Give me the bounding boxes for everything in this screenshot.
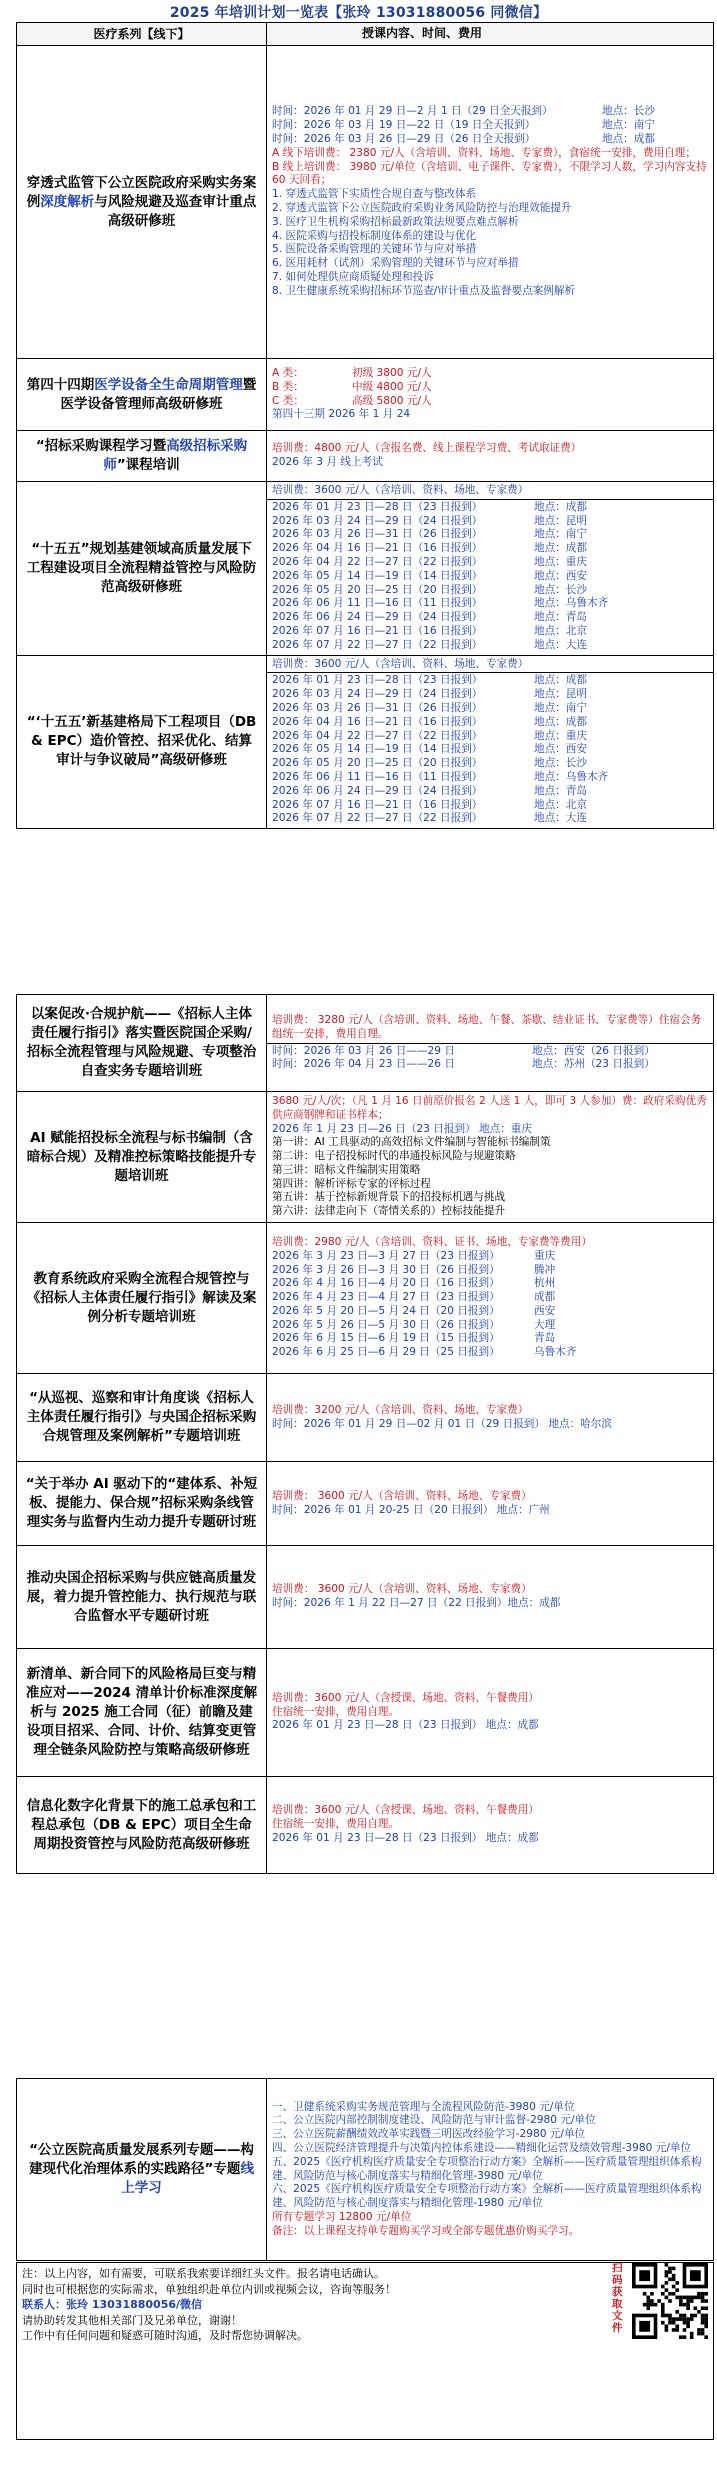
course-title: “招标采购课程学习暨高级招标采购师”课程培训	[17, 431, 267, 482]
schedule-line: 2026 年 6 月 25 日—6 月 29 日（25 日报到） 乌鲁木齐	[272, 1346, 577, 1359]
course-details	[267, 46, 714, 359]
course-details: 培训费： 3600 元/人（含培训、资料、场地、专家费） 时间：2026 年 01 月 20-25 日（20 日报到） 地点：广州	[267, 1462, 714, 1546]
page-title: 2025 年培训计划一览表【张玲 13031880056 同微信】	[169, 5, 548, 21]
schedule-line: 2026 年 04 月 22 日—27 日（22 日报到） 地点：重庆	[272, 729, 587, 742]
course-row	[17, 1092, 714, 1223]
footer-note	[16, 2262, 714, 2440]
schedule-line: 2026 年 3 月 26 日—3 月 30 日（26 日报到） 腾冲	[272, 1263, 556, 1276]
schedule-line: 2026 年 04 月 22 日—27 日（22 日报到） 地点：重庆	[272, 555, 587, 568]
detail-line: B 线上培训费： 3980 元/单位（含培训、电子课件、专家费），不限学习人数，学习内容支持 60 天回看；	[272, 160, 707, 187]
schedule-line: 2026 年 06 月 24 日—29 日（24 日报到） 地点：青岛	[272, 611, 587, 624]
qr-code-icon[interactable]	[632, 2262, 708, 2340]
course-row	[17, 482, 714, 656]
course-title: 以案促改·合规护航——《招标人主体责任履行指引》落实暨医院国企采购/招标全流程管理与风险规避、专项整治自查实务专题培训班	[17, 995, 267, 1092]
detail-line: 二、公立医院内部控制制度建设、风险防范与审计监督-2980 元/单位	[272, 2114, 596, 2127]
course-row	[17, 431, 714, 482]
schedule-line: 2026 年 03 月 24 日—29 日（24 日报到） 地点：昆明	[272, 688, 587, 701]
schedule-line: 2026 年 05 月 14 日—19 日（14 日报到） 地点：西安	[272, 569, 587, 582]
course-title: AI 赋能招投标全流程与标书编制（含暗标合规）及精准控标策略技能提升专题培训班	[17, 1092, 267, 1223]
course-row	[17, 46, 714, 359]
course-details: A 类： 初级 3800 元/人 B 类： 中级 4800 元/人 C 类： 高级 5800 元/人 第四十三期 2026 年 1 月 24	[267, 359, 714, 431]
schedule-line: 2026 年 03 月 26 日—31 日（26 日报到） 地点：南宁	[272, 528, 587, 541]
detail-line: A 线下培训费： 2380 元/人（含培训、资料、场地、专家费），食宿统一安排，费用自理；	[272, 146, 696, 159]
schedule-line: 2026 年 01 月 23 日—28 日（23 日报到） 地点：成都	[272, 674, 587, 687]
course-title: 第四十四期医学设备全生命周期管理暨医学设备管理师高级研修班	[17, 359, 267, 431]
schedule-line: 2026 年 5 月 20 日—5 月 24 日（20 日报到） 西安	[272, 1304, 556, 1317]
detail-line: 3680 元/人/次；（凡 1 月 16 日前原价报名 2 人送 1 人，即可 3 人参加）费：政府采购优秀供应商钢牌和证书样本；	[272, 1094, 707, 1121]
detail-line: 2026 年 1 月 23 日—26 日（23 日报到） 地点：重庆	[272, 1122, 532, 1135]
detail-line: 3. 医疗卫生机构采购招标最新政策法规要点难点解析	[272, 215, 519, 228]
schedule-line: 2026 年 6 月 15 日—6 月 19 日（15 日报到） 青岛	[272, 1332, 556, 1345]
course-details	[267, 1223, 714, 1374]
course-title: 新清单、新合同下的风险格局巨变与精准应对——2024 清单计价标准深度解析与 2025 施工合同（征）前瞻及建设项目招采、合同、计价、结算变更管理全链条风险防控与策略高级研修班	[17, 1649, 267, 1777]
detail-line: 三、公立医院薪酬绩效改革实践暨三明医改经验学习-2980 元/单位	[272, 2128, 586, 2141]
course-row	[17, 1462, 714, 1546]
course-row	[17, 1546, 714, 1649]
footer-contact: 联系人：张玲 13031880056/微信	[22, 2298, 203, 2312]
course-details: 培训费： 3600 元/人（含培训、资料、场地、专家费） 时间：2026 年 1 月 22 日—27 日（22 日报到）地点：成都	[267, 1546, 714, 1649]
course-row	[17, 995, 714, 1092]
detail-line: 第四讲：解析评标专家的评标过程	[272, 1177, 431, 1190]
course-details	[267, 482, 714, 656]
detail-line: 培训费：2980 元/人（含培训、资料、证书、场地、专家费等费用）	[272, 1235, 592, 1248]
course-row	[17, 1777, 714, 1874]
detail-line: 7. 如何处理供应商质疑处理和投诉	[272, 270, 434, 283]
schedule-line: 2026 年 07 月 16 日—21 日（16 日报到） 地点：北京	[272, 624, 587, 637]
course-title: “公立医院高质量发展系列专题——构建现代化治理体系的实践路径”专题线上学习	[17, 2079, 267, 2261]
detail-line: 所有专题学习 12800 元/单位	[272, 2210, 412, 2223]
course-title: 信息化数字化背景下的施工总承包和工程总承包（DB & EPC）项目全生命周期投资管控与风险防范高级研修班	[17, 1777, 267, 1874]
course-row	[17, 359, 714, 431]
course-title: “‘十五五’新基建格局下工程项目（DB & EPC）造价管控、招采优化、结算审计与争议破局”高级研修班	[17, 655, 267, 829]
course-row	[17, 2079, 714, 2261]
detail-line: 5. 医院设备采购管理的关键环节与应对举措	[272, 243, 477, 256]
footer-note-1: 注：以上内容，如有需要，可联系我索要详细红头文件。报名请电话确认。	[22, 2267, 385, 2280]
schedule-line: 2026 年 4 月 16 日—4 月 20 日（16 日报到） 杭州	[272, 1277, 556, 1290]
detail-line: 第一讲：AI 工具驱动的高效招标文件编制与智能标书编制策	[272, 1136, 551, 1149]
schedule-line: 2026 年 05 月 20 日—25 日（20 日报到） 地点：长沙	[272, 757, 587, 770]
detail-line: 1. 穿透式监管下实质性合规自查与整改体系	[272, 188, 477, 201]
detail-line: 6. 医用耗材（试剂）采购管理的关键环节与应对举措	[272, 257, 519, 270]
course-row	[17, 1374, 714, 1462]
footer-tips: 工作中有任何问题和疑惑可随时沟通，及时帮您协调解决。	[22, 2329, 308, 2343]
schedule-line: 2026 年 3 月 23 日—3 月 27 日（23 日报到） 重庆	[272, 1249, 556, 1262]
schedule-line: 时间：2026 年 03 月 26 日—29 日（26 日全天报到） 地点：成都	[272, 133, 655, 146]
schedule-line: 时间：2026 年 01 月 29 日—2 月 1 日（29 日全天报到） 地点：长沙	[272, 105, 655, 118]
detail-line: 第六讲：法律走向下（寄情关系的）控标技能提升	[272, 1205, 506, 1218]
qr-caption: 扫码获取文件	[612, 2262, 623, 2334]
course-row	[17, 1223, 714, 1374]
detail-line: 第二讲：电子招投标时代的串通投标风险与规避策略	[272, 1150, 516, 1163]
detail-line: 培训费：3600 元/人（含培训、资料、场地、专家费）	[272, 657, 529, 670]
course-row	[17, 1649, 714, 1777]
course-details: 培训费：4800 元/人（含报名费、线上课程学习费、考试取证费） 2026 年 3 月 线上考试	[267, 431, 714, 482]
schedule-line: 2026 年 04 月 16 日—21 日（16 日报到） 地点：成都	[272, 542, 587, 555]
detail-line: 第五讲：基于控标新规背景下的招投标机遇与挑战	[272, 1191, 506, 1204]
schedule-line: 2026 年 07 月 22 日—27 日（22 日报到） 地点：大连	[272, 812, 587, 825]
course-details	[267, 1092, 714, 1223]
schedule-line: 2026 年 5 月 26 日—5 月 30 日（26 日报到） 大理	[272, 1318, 556, 1331]
course-title: “从巡视、巡察和审计角度谈《招标人主体责任履行指引》与央国企招标采购合规管理及案例解析”专题培训班	[17, 1374, 267, 1462]
detail-line: 一、卫健系统采购实务规范管理与全流程风险防范-3980 元/单位	[272, 2100, 575, 2113]
course-title: 穿透式监管下公立医院政府采购实务案例深度解析与风险规避及巡查审计重点高级研修班	[17, 46, 267, 359]
course-row	[17, 655, 714, 829]
course-title: 教育系统政府采购全流程合规管控与《招标人主体责任履行指引》解读及案例分析专题培训班	[17, 1223, 267, 1374]
training-table-3	[16, 2078, 714, 2261]
detail-line: 六、2025《医疗机构医疗质量安全专项整治行动方案》全解析——医疗质量管理组织体系构建、风险防范与核心制度落实与精细化管理-1980 元/单位	[272, 2183, 702, 2210]
schedule-line: 2026 年 06 月 11 日—16 日（11 日报到） 地点：乌鲁木齐	[272, 770, 609, 783]
course-title: “十五五”规划基建领域高质量发展下工程建设项目全流程精益管控与风险防范高级研修班	[17, 482, 267, 656]
schedule-line: 2026 年 05 月 14 日—19 日（14 日报到） 地点：西安	[272, 743, 587, 756]
detail-line: 培训费：3600 元/人（含培训、资料、场地、专家费）	[272, 484, 529, 496]
schedule-line: 2026 年 04 月 16 日—21 日（16 日报到） 地点：成都	[272, 715, 587, 728]
schedule-line: 2026 年 06 月 11 日—16 日（11 日报到） 地点：乌鲁木齐	[272, 597, 609, 610]
schedule-line: 2026 年 06 月 24 日—29 日（24 日报到） 地点：青岛	[272, 784, 587, 797]
course-details	[267, 655, 714, 829]
course-details: 培训费： 3280 元/人（含培训、资料、场地、午餐、茶歇、结业证书、专家费等）住宿会务组统一安排，费用自理。 时间：2026 年 03 月 26 日——29 日 地点：西安（26 日报到） 时间：2026 年 04 月 23 日——26 日 地点：苏州（23 日报到）	[267, 995, 714, 1092]
footer-note-2: 同时也可根据您的实际需求，单独组织赴单位内训或视频会议，咨询等服务！	[22, 2282, 396, 2296]
training-table-1	[16, 22, 714, 829]
schedule-line: 2026 年 03 月 26 日—31 日（26 日报到） 地点：南宁	[272, 701, 587, 714]
detail-line: 4. 医院采购与招投标制度体系的建设与优化	[272, 229, 477, 242]
schedule-line: 2026 年 03 月 24 日—29 日（24 日报到） 地点：昆明	[272, 514, 587, 527]
course-details: 培训费：3600 元/人（含授课、场地、资料、午餐费用） 住宿统一安排，费用自理。 2026 年 01 月 23 日—28 日（23 日报到） 地点：成都	[267, 1777, 714, 1874]
detail-line: 2. 穿透式监管下公立医院政府采购业务风险防控与治理效能提升	[272, 202, 572, 214]
header-right: 授课内容、时间、费用	[267, 23, 714, 46]
course-details: 培训费：3600 元/人（含授课、场地、资料、午餐费用） 住宿统一安排，费用自理。 2026 年 01 月 23 日—28 日（23 日报到） 地点：成都	[267, 1649, 714, 1777]
training-table-2	[16, 994, 714, 1874]
schedule-line: 2026 年 05 月 20 日—25 日（20 日报到） 地点：长沙	[272, 583, 587, 596]
detail-line: 第三讲：暗标文件编制实用策略	[272, 1163, 421, 1176]
schedule-line: 2026 年 07 月 22 日—27 日（22 日报到） 地点：大连	[272, 638, 587, 651]
schedule-line: 2026 年 4 月 23 日—4 月 27 日（23 日报到） 成都	[272, 1291, 556, 1304]
schedule-line: 2026 年 01 月 23 日—28 日（23 日报到） 地点：成都	[272, 500, 587, 513]
course-details	[267, 2079, 714, 2261]
course-details: 培训费：3200 元/人（含培训、资料、场地、专家费） 时间：2026 年 01 月 29 日—02 月 01 日（29 日报到） 地点：哈尔滨	[267, 1374, 714, 1462]
schedule-line: 时间：2026 年 03 月 19 日—22 日（19 日全天报到） 地点：南宁	[272, 119, 655, 132]
course-title: “关于举办 AI 驱动下的“建体系、补短板、提能力、保合规”招标采购条线管理实务与监督内生动力提升专题研讨班	[17, 1462, 267, 1546]
schedule-line: 2026 年 07 月 16 日—21 日（16 日报到） 地点：北京	[272, 798, 587, 811]
course-title: 推动央国企招标采购与供应链高质量发展，着力提升管控能力、执行规范与联合监督水平专题研讨班	[17, 1546, 267, 1649]
header-left: 医疗系列【线下】	[17, 23, 267, 46]
detail-line: 四、公立医院经济管理提升与决策内控体系建设——精细化运营及绩效管理-3980 元/单位	[272, 2141, 692, 2154]
footer-thanks: 请协助转发其他相关部门及兄弟单位，谢谢！	[22, 2313, 242, 2327]
table-header	[17, 23, 714, 46]
detail-line: 备注：以上课程支持单专题购买学习或全部专题优惠价购买学习。	[272, 2224, 580, 2237]
detail-line: 五、2025《医疗机构医疗质量安全专项整治行动方案》全解析——医疗质量管理组织体系构建、风险防范与核心制度落实与精细化管理-3980 元/单位	[272, 2155, 702, 2182]
detail-line: 8. 卫生健康系统采购招标环节巡查/审计重点及监督要点案例解析	[272, 284, 576, 297]
